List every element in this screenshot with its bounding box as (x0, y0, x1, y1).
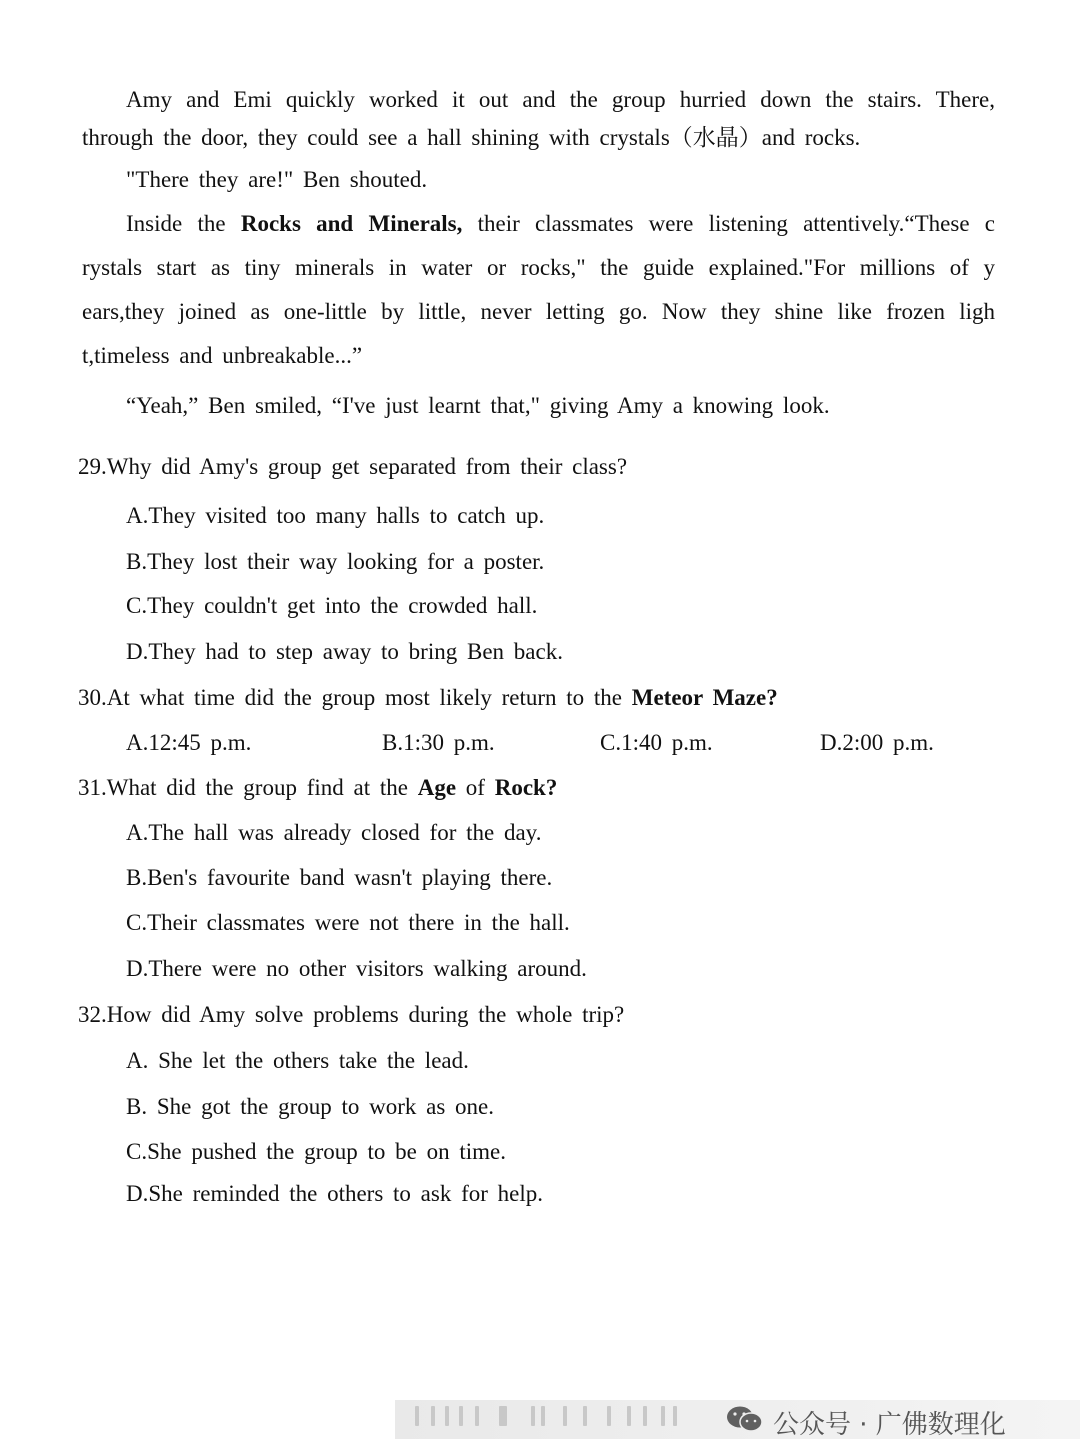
watermark-text: 公众号 · 广佛数理化 (773, 1410, 1006, 1440)
q32-option-d: D.She reminded the others to ask for help. (126, 1181, 543, 1206)
p3-bold: Rocks and Minerals, (240, 211, 463, 236)
q29-option-c: C.They couldn't get into the crowded hall. (126, 593, 538, 618)
q31-stem-pre: 31.What did the group find at the (78, 775, 418, 800)
passage-p1-line1: Amy and Emi quickly worked it out and the group hurried down the stairs. There, (126, 87, 995, 112)
q30-stem (78, 683, 778, 713)
barcode-decoration (415, 1406, 675, 1426)
q30-option-a: A.12:45 p.m. (126, 730, 252, 755)
p3-post: their classmates were listening attentively.“These c (462, 211, 996, 236)
q29-option-a: A.They visited too many halls to catch up. (126, 503, 545, 528)
q31-stem-mid: of (456, 775, 495, 800)
q31-option-a: A.The hall was already closed for the day. (126, 820, 542, 845)
q30-option-b: B.1:30 p.m. (382, 730, 495, 755)
wechat-icon (725, 1404, 765, 1441)
q31-option-d: D.There were no other visitors walking around. (126, 956, 587, 981)
passage-p3-line1 (126, 209, 995, 239)
q30-option-d: D.2:00 p.m. (820, 730, 934, 755)
q31-stem (78, 773, 557, 803)
passage-p3-line4: t,timeless and unbreakable...” (82, 343, 363, 368)
q31-option-c: C.Their classmates were not there in the hall. (126, 910, 570, 935)
q32-option-c: C.She pushed the group to be on time. (126, 1139, 506, 1164)
watermark (725, 1406, 1006, 1439)
passage-p3-line2: rystals start as tiny minerals in water or rocks," the guide explained."For millions of y (82, 255, 995, 280)
p3-pre: Inside the (126, 211, 241, 236)
q31-stem-bold1: Age (417, 775, 457, 800)
q29-option-d: D.They had to step away to bring Ben back. (126, 639, 563, 664)
passage-p1-line2: through the door, they could see a hall shining with crystals（水晶）and rocks. (82, 125, 861, 150)
q30-option-c: C.1:40 p.m. (600, 730, 713, 755)
watermark-strip (395, 1400, 1080, 1439)
q32-option-a: A. She let the others take the lead. (126, 1048, 469, 1073)
q29-option-b: B.They lost their way looking for a poster. (126, 549, 545, 574)
passage-p3-line3: ears,they joined as one-little by little, never letting go. Now they shine like frozen ligh (82, 299, 995, 324)
passage-p2: "There they are!" Ben shouted. (126, 167, 428, 192)
q31-option-b: B.Ben's favourite band wasn't playing there. (126, 865, 553, 890)
q30-stem-bold: Meteor Maze? (631, 685, 778, 710)
q31-stem-bold2: Rock? (494, 775, 558, 800)
q32-option-b: B. She got the group to work as one. (126, 1094, 495, 1119)
q32-stem: 32.How did Amy solve problems during the whole trip? (78, 1002, 625, 1027)
q30-stem-pre: 30.At what time did the group most likely return to the (78, 685, 632, 710)
q29-stem: 29.Why did Amy's group get separated from their class? (78, 454, 628, 479)
passage-p4: “Yeah,” Ben smiled, “I've just learnt that," giving Amy a knowing look. (126, 393, 830, 418)
